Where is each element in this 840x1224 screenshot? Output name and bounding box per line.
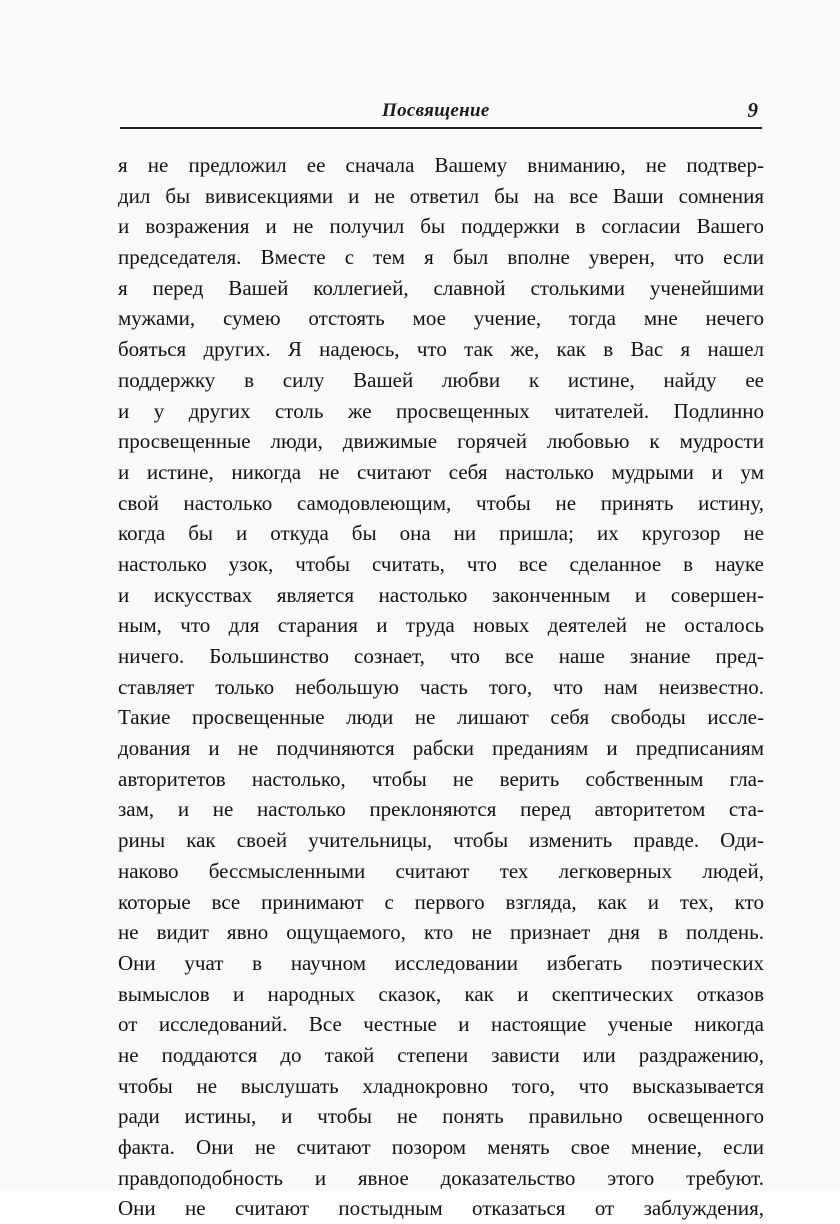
text-line: и истине, никогда не считают себя настолько мудрыми и ум [118, 459, 764, 484]
text-line: ным, что для старания и труда новых деятелей не осталось [118, 613, 764, 638]
running-head [120, 100, 762, 128]
text-line: зам, и не настолько преклоняются перед авторитетом ста- [118, 797, 764, 822]
text-line: которые все принимают с первого взгляда, как и тех, кто [118, 889, 764, 914]
text-line: и искусствах является настолько законченным и совершен- [118, 582, 764, 607]
body-text [118, 150, 764, 1224]
running-title: Посвящение [382, 100, 490, 121]
text-line: рины как своей учительницы, чтобы изменить правде. Оди- [118, 828, 764, 853]
text-line: вымыслов и народных сказок, как и скептических отказов [118, 981, 764, 1006]
text-line: я перед Вашей коллегией, славной столькими ученейшими [118, 275, 764, 300]
text-line: когда бы и откуда бы она ни пришла; их кругозор не [118, 521, 764, 546]
text-line: от исследований. Все честные и настоящие ученые никогда [118, 1012, 764, 1037]
text-line: факта. Они не считают позором менять свое мнение, если [118, 1135, 764, 1159]
text-line: правдоподобность и явное доказательство этого требуют. [118, 1165, 764, 1190]
text-line: поддержку в силу Вашей любви к истине, найду ее [118, 367, 764, 392]
text-line: авторитетов настолько, чтобы не верить собственным гла- [118, 766, 764, 791]
text-line: Такие просвещенные люди не лишают себя свободы иссле- [118, 705, 764, 730]
text-line: чтобы не выслушать хладнокровно того, что высказывается [118, 1073, 764, 1098]
text-line: свой настолько самодовлеющим, чтобы не принять истину, [118, 490, 764, 515]
text-line: я не предложил ее сначала Вашему вниманию, не подтвер- [118, 153, 764, 177]
text-line: ничего. Большинство сознает, что все наше знание пред- [118, 644, 764, 668]
text-line: бояться других. Я надеюсь, что так же, как в Вас я нашел [118, 337, 764, 362]
text-line: Они учат в научном исследовании избегать поэтических [118, 950, 764, 975]
page-number: 9 [747, 98, 758, 122]
text-line: настолько узок, чтобы считать, что все сделанное в науке [118, 551, 764, 576]
header-rule [120, 127, 762, 129]
text-line: и возражения и не получил бы поддержки в согласии Вашего [118, 214, 764, 239]
text-line: просвещенные люди, движимые горячей любовью к мудрости [118, 429, 764, 454]
text-line: председателя. Вместе с тем я был вполне уверен, что если [118, 245, 764, 270]
text-line: Они не считают постыдным отказаться от заблуждения, [118, 1196, 764, 1221]
text-line: наково бессмысленными считают тех легковерных людей, [118, 858, 764, 883]
text-line: мужами, сумею отстоять мое учение, тогда мне нечего [118, 306, 764, 331]
text-line: дил бы вивисекциями и не ответил бы на все Ваши сомнения [118, 183, 764, 208]
text-line: дования и не подчиняются рабски преданиям и предписаниям [118, 736, 764, 761]
text-line: ради истины, и чтобы не понять правильно освещенного [118, 1104, 764, 1129]
text-line: не поддаются до такой степени зависти или раздражению, [118, 1042, 764, 1067]
text-line: ставляет только небольшую часть того, что нам неизвестно. [118, 674, 764, 699]
text-line: и у других столь же просвещенных читателей. Подлинно [118, 398, 764, 423]
text-line: не видит явно ощущаемого, кто не признает дня в полдень. [118, 920, 764, 945]
